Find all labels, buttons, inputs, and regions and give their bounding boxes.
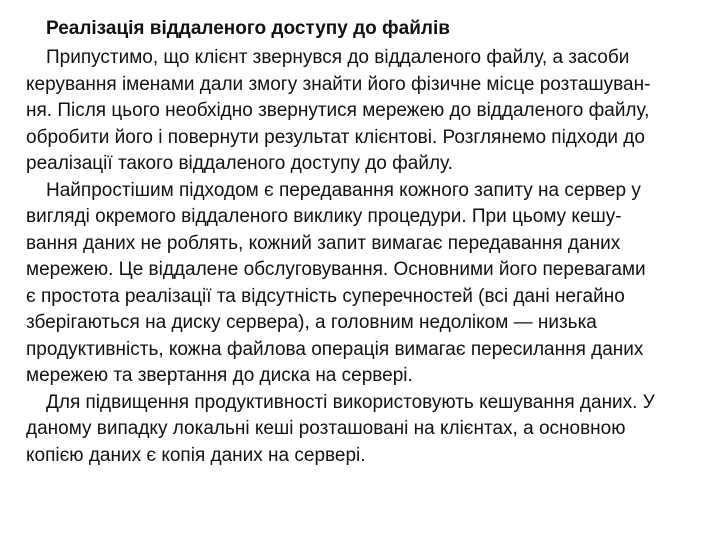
text-line: керування іменами дали змогу знайти його фізичне місце розташуван- — [26, 73, 651, 95]
text-line: ня. Після цього необхідно звернутися мережею до віддаленого файлу, — [26, 100, 650, 121]
text-line: Припустимо, що клієнт звернувся до віддаленого файлу, а засоби — [46, 47, 630, 68]
text-line: вання даних не роблять, кожний запит вимагає передавання даних — [26, 232, 621, 254]
text-line: є простота реалізації та відсутність суперечностей (всі дані негайно — [26, 285, 625, 307]
text-line: даному випадку локальні кеші розташовані на клієнтах, а основною — [26, 418, 626, 439]
text-line: копією даних є копія даних на сервері. — [26, 444, 366, 466]
text-line: обробити його і повернути результат клієнтові. Розглянемо підходи до — [26, 126, 645, 148]
paragraph-2 — [26, 178, 700, 390]
paragraph-1 — [26, 45, 700, 178]
text-line: Найпростішим підходом є передавання кожного запиту на сервер у — [46, 179, 641, 201]
text-line: мережею та звертання до диска на сервері. — [26, 365, 413, 386]
text-line: реалізації такого віддаленого доступу до файлу. — [26, 153, 453, 174]
text-line: вигляді окремого віддаленого виклику процедури. При цьому кешу- — [26, 206, 622, 227]
text-line: продуктивність, кожна файлова операція вимагає пересилання даних — [26, 338, 644, 360]
text-line: Для підвищення продуктивності використовують кешування даних. У — [46, 391, 655, 413]
paragraph-3 — [26, 390, 700, 470]
page-title: Реалізація віддаленого доступу до файлів — [46, 18, 450, 39]
text-line: мережею. Це віддалене обслуговування. Основними його перевагами — [26, 259, 646, 280]
text-line: зберігаються на диску сервера), а головним недоліком — низька — [26, 312, 597, 333]
